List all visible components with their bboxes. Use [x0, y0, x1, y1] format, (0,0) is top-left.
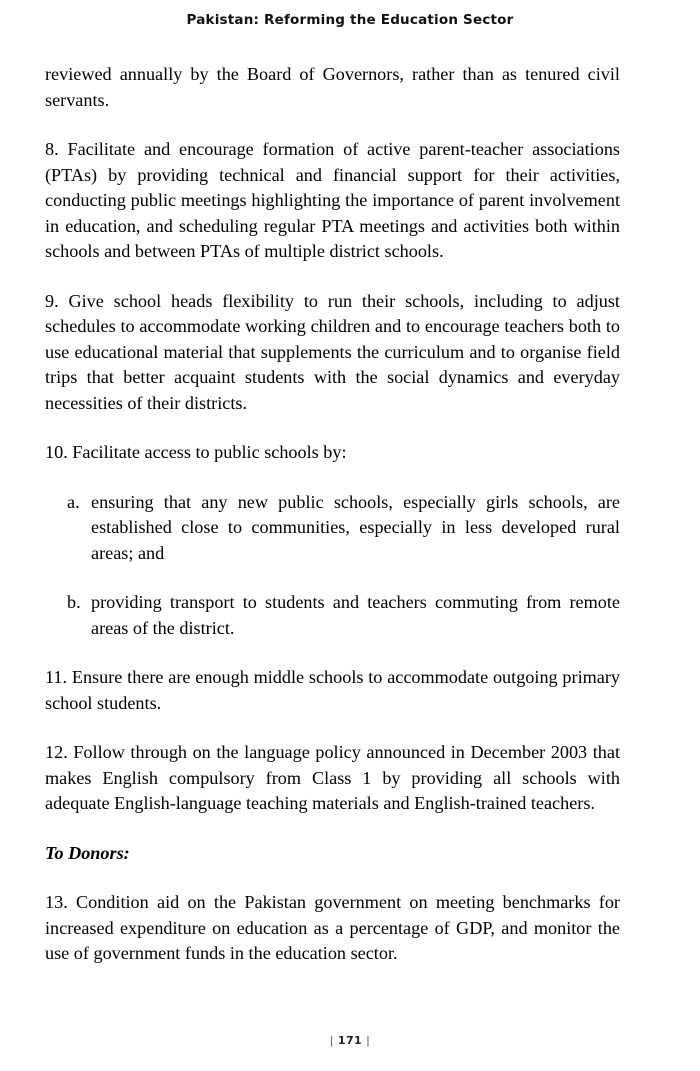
paragraph-spacer: [45, 123, 620, 137]
page-body: [45, 62, 620, 967]
paragraph: 10. Facilitate access to public schools by:: [45, 442, 347, 462]
list-item: [45, 490, 620, 567]
sub-list: [45, 490, 620, 642]
page-number: 171: [337, 1034, 363, 1047]
paragraph-spacer: [45, 876, 620, 890]
section-heading: To Donors:: [45, 842, 130, 863]
list-spacer: [45, 576, 620, 590]
paragraph-spacer: [45, 726, 620, 740]
paragraph-spacer: [45, 275, 620, 289]
list-item-text: ensuring that any new public schools, especially girls schools, are established close to communities, especially in less developed rural areas; and: [91, 491, 620, 563]
paragraph: 8. Facilitate and encourage formation of active parent-teacher associations (PTAs) by providing technical and financial support for their activities, conducting public meetings highlighting the importance of parent involvement in education, and scheduling regular PTA meetings and activities both within schools and between PTAs of multiple district schools.: [45, 139, 620, 261]
paragraph: 13. Condition aid on the Pakistan government on meeting benchmarks for increased expenditure on education as a percentage of GDP, and monitor the use of government funds in the education sector.: [45, 892, 620, 963]
page-footer: [0, 1034, 700, 1047]
running-head: Pakistan: Reforming the Education Sector: [186, 12, 514, 28]
footer-left-rule: |: [329, 1034, 334, 1047]
paragraph-spacer: [45, 476, 620, 490]
paragraph: 9. Give school heads flexibility to run their schools, including to adjust schedules to accommodate working children and to encourage teachers both to use educational material that supplements the curriculum and to organise field trips that better acquaint students with the social dynamics and everyday necessities of their districts.: [45, 290, 620, 413]
paragraph: reviewed annually by the Board of Governors, rather than as tenured civil servants.: [45, 64, 620, 110]
footer-right-rule: |: [366, 1034, 371, 1047]
list-item: [45, 590, 620, 641]
list-item-marker: a.: [67, 491, 80, 512]
list-item-marker: b.: [67, 592, 81, 612]
paragraph-spacer: [45, 651, 620, 665]
paragraph: 11. Ensure there are enough middle schools to accommodate outgoing primary school students.: [45, 667, 620, 713]
paragraph-spacer: [45, 426, 620, 440]
paragraph-spacer: [45, 827, 620, 841]
paragraph: 12. Follow through on the language policy announced in December 2003 that makes English compulsory from Class 1 by providing all schools with adequate English-language teaching materials and English-trained teachers.: [45, 742, 620, 813]
list-item-text: providing transport to students and teachers commuting from remote areas of the district.: [91, 592, 620, 638]
